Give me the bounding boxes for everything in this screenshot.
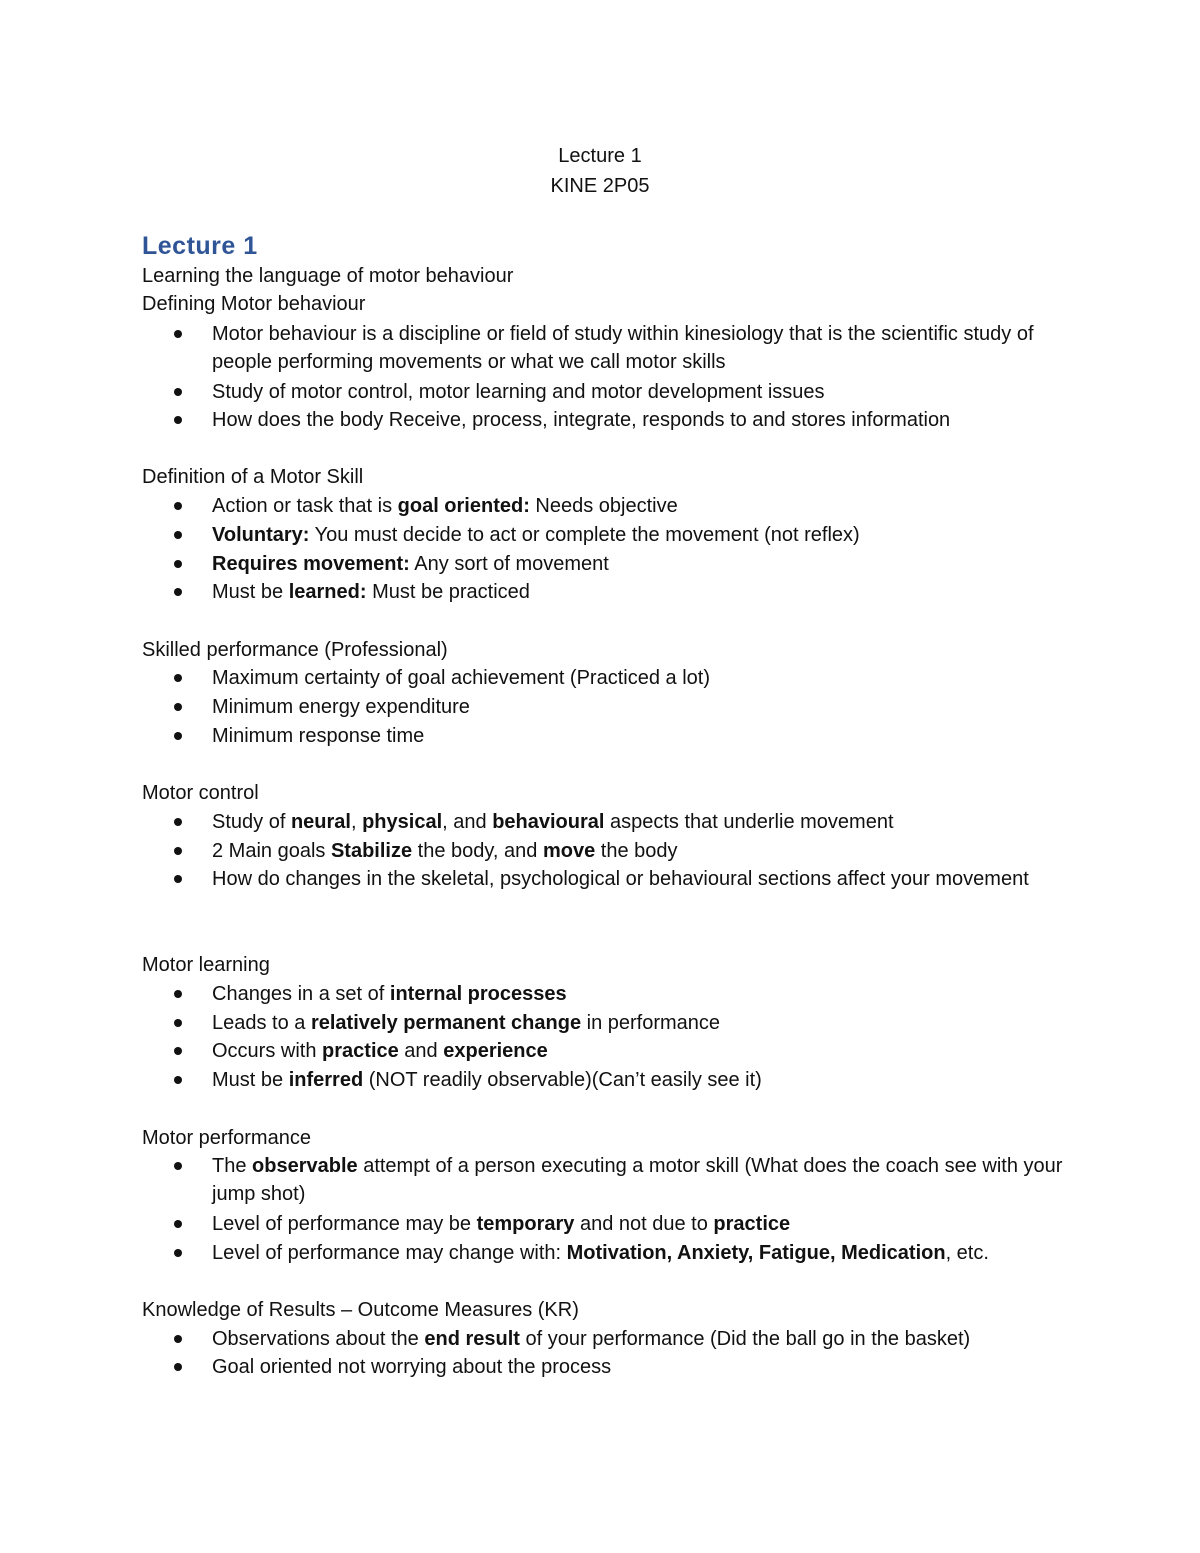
bullet-icon <box>174 1249 182 1257</box>
bullet-icon <box>174 1162 182 1170</box>
bullet-icon <box>174 990 182 998</box>
bullet-icon <box>174 818 182 826</box>
bullet-icon <box>174 1047 182 1055</box>
list-item: Observations about the end result of your performance (Did the ball go in the basket) <box>212 1325 1072 1353</box>
bullet-icon <box>174 588 182 596</box>
bullet-icon <box>174 531 182 539</box>
section-title: Skilled performance (Professional) <box>142 639 448 661</box>
header-course-code: KINE 2P05 <box>550 175 650 197</box>
bullet-icon <box>174 1363 182 1371</box>
section-title: Motor control <box>142 782 259 804</box>
bullet-icon <box>174 502 182 510</box>
bullet-icon <box>174 674 182 682</box>
bullet-icon <box>174 875 182 883</box>
list-item: Occurs with practice and experience <box>212 1037 1072 1065</box>
bullet-icon <box>174 560 182 568</box>
list-item: How does the body Receive, process, integrate, responds to and stores information <box>212 406 1072 434</box>
bullet-icon <box>174 1076 182 1084</box>
bullet-icon <box>174 1220 182 1228</box>
section-heading: Lecture 1 <box>142 232 258 260</box>
list-item: Level of performance may be temporary and not due to practice <box>212 1210 1072 1238</box>
list-item: Requires movement: Any sort of movement <box>212 550 1072 578</box>
list-item: Action or task that is goal oriented: Needs objective <box>212 492 1072 520</box>
bullet-icon <box>174 330 182 338</box>
bullet-icon <box>174 388 182 396</box>
section-title: Motor learning <box>142 954 270 976</box>
header-title: Lecture 1 <box>558 145 642 167</box>
section-title: Motor performance <box>142 1127 311 1149</box>
section-title: Definition of a Motor Skill <box>142 466 364 488</box>
intro-subtitle: Defining Motor behaviour <box>142 293 366 315</box>
list-item: Minimum energy expenditure <box>212 693 1072 721</box>
list-item: 2 Main goals Stabilize the body, and move the body <box>212 837 1072 865</box>
list-item: Voluntary: You must decide to act or complete the movement (not reflex) <box>212 521 1072 549</box>
bullet-icon <box>174 1019 182 1027</box>
list-item: Level of performance may change with: Motivation, Anxiety, Fatigue, Medication, etc. <box>212 1239 1072 1267</box>
list-item: How do changes in the skeletal, psychological or behavioural sections affect your movement <box>212 865 1072 893</box>
list-item: Study of motor control, motor learning and motor development issues <box>212 378 1072 406</box>
list-item: The observable attempt of a person executing a motor skill (What does the coach see with your jump shot) <box>212 1152 1072 1208</box>
list-item: Changes in a set of internal processes <box>212 980 1072 1008</box>
list-item: Motor behaviour is a discipline or field of study within kinesiology that is the scientific study of people performing movements or what we call motor skills <box>212 320 1072 376</box>
bullet-icon <box>174 703 182 711</box>
bullet-icon <box>174 732 182 740</box>
list-item: Minimum response time <box>212 722 1072 750</box>
intro-line: Learning the language of motor behaviour <box>142 265 514 287</box>
list-item: Maximum certainty of goal achievement (Practiced a lot) <box>212 664 1072 692</box>
bullet-icon <box>174 1335 182 1343</box>
list-item: Must be learned: Must be practiced <box>212 578 1072 606</box>
list-item: Goal oriented not worrying about the process <box>212 1353 1072 1381</box>
section-title: Knowledge of Results – Outcome Measures (KR) <box>142 1299 579 1321</box>
list-item: Must be inferred (NOT readily observable)(Can’t easily see it) <box>212 1066 1072 1094</box>
list-item: Study of neural, physical, and behavioural aspects that underlie movement <box>212 808 1072 836</box>
list-item: Leads to a relatively permanent change in performance <box>212 1009 1072 1037</box>
bullet-icon <box>174 416 182 424</box>
bullet-icon <box>174 847 182 855</box>
